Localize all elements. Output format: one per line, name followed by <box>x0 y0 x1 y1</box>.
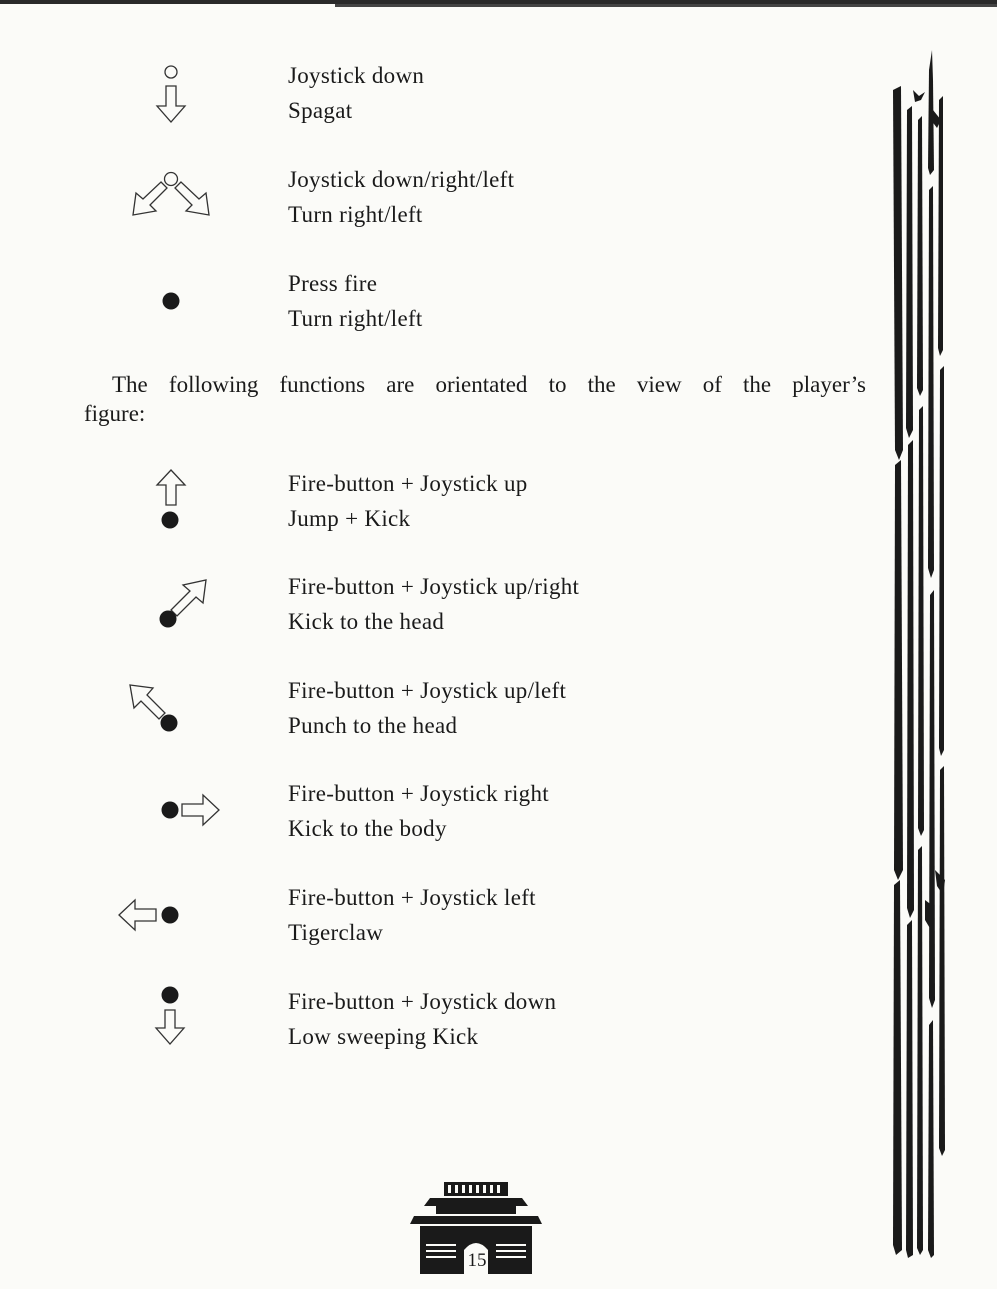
intro-word: functions <box>279 372 366 397</box>
move-entry <box>288 673 566 743</box>
move-action: Kick to the body <box>288 816 447 841</box>
move-action: Turn right/left <box>288 202 423 227</box>
fire-button-icon <box>155 285 185 315</box>
move-input: Joystick down <box>288 63 425 88</box>
page-number: 15 <box>467 1250 487 1271</box>
move-entry <box>288 569 579 639</box>
move-input: Press fire <box>288 271 378 296</box>
move-input: Fire-button + Joystick up/left <box>288 678 567 703</box>
move-input: Fire-button + Joystick down <box>288 989 557 1014</box>
fire-up-left-icon <box>120 675 190 740</box>
move-entry <box>288 466 528 536</box>
fire-down-icon <box>145 982 195 1052</box>
intro-word: player’s <box>792 372 866 397</box>
move-input: Fire-button + Joystick up/right <box>288 574 580 599</box>
move-entry <box>288 776 549 846</box>
move-input: Joystick down/right/left <box>288 167 515 192</box>
intro-word: The <box>112 372 148 397</box>
intro-word: view <box>636 372 682 397</box>
move-action: Turn right/left <box>288 306 423 331</box>
fire-right-icon <box>155 790 230 830</box>
intro-line <box>84 370 866 399</box>
intro-word: of <box>702 372 722 397</box>
move-action: Jump + Kick <box>288 506 411 531</box>
move-input: Fire-button + Joystick left <box>288 885 536 910</box>
intro-last-line: figure: <box>84 401 146 426</box>
intro-word: orientated <box>435 372 528 397</box>
intro-word: are <box>386 372 415 397</box>
move-action: Punch to the head <box>288 713 458 738</box>
move-action: Tigerclaw <box>288 920 384 945</box>
move-input: Fire-button + Joystick right <box>288 781 549 806</box>
move-entry <box>288 266 423 336</box>
joystick-down-icon <box>140 58 200 128</box>
move-action: Low sweeping Kick <box>288 1024 479 1049</box>
move-entry <box>288 162 514 232</box>
intro-word: following <box>168 372 259 397</box>
move-action: Kick to the head <box>288 609 445 634</box>
intro-word: the <box>587 372 616 397</box>
move-entry <box>288 880 536 950</box>
fire-up-icon <box>145 465 195 535</box>
intro-paragraph <box>84 370 866 428</box>
move-entry <box>288 984 556 1054</box>
bamboo-border-decoration <box>885 50 955 1260</box>
intro-word: to <box>548 372 567 397</box>
fire-up-right-icon <box>150 570 220 635</box>
fire-left-icon <box>110 895 185 935</box>
move-action: Spagat <box>288 98 353 123</box>
move-input: Fire-button + Joystick up <box>288 471 528 496</box>
move-entry <box>288 58 424 128</box>
joystick-diagonal-down-icon <box>125 165 220 225</box>
intro-word: the <box>743 372 772 397</box>
top-border-shadow <box>335 4 997 7</box>
